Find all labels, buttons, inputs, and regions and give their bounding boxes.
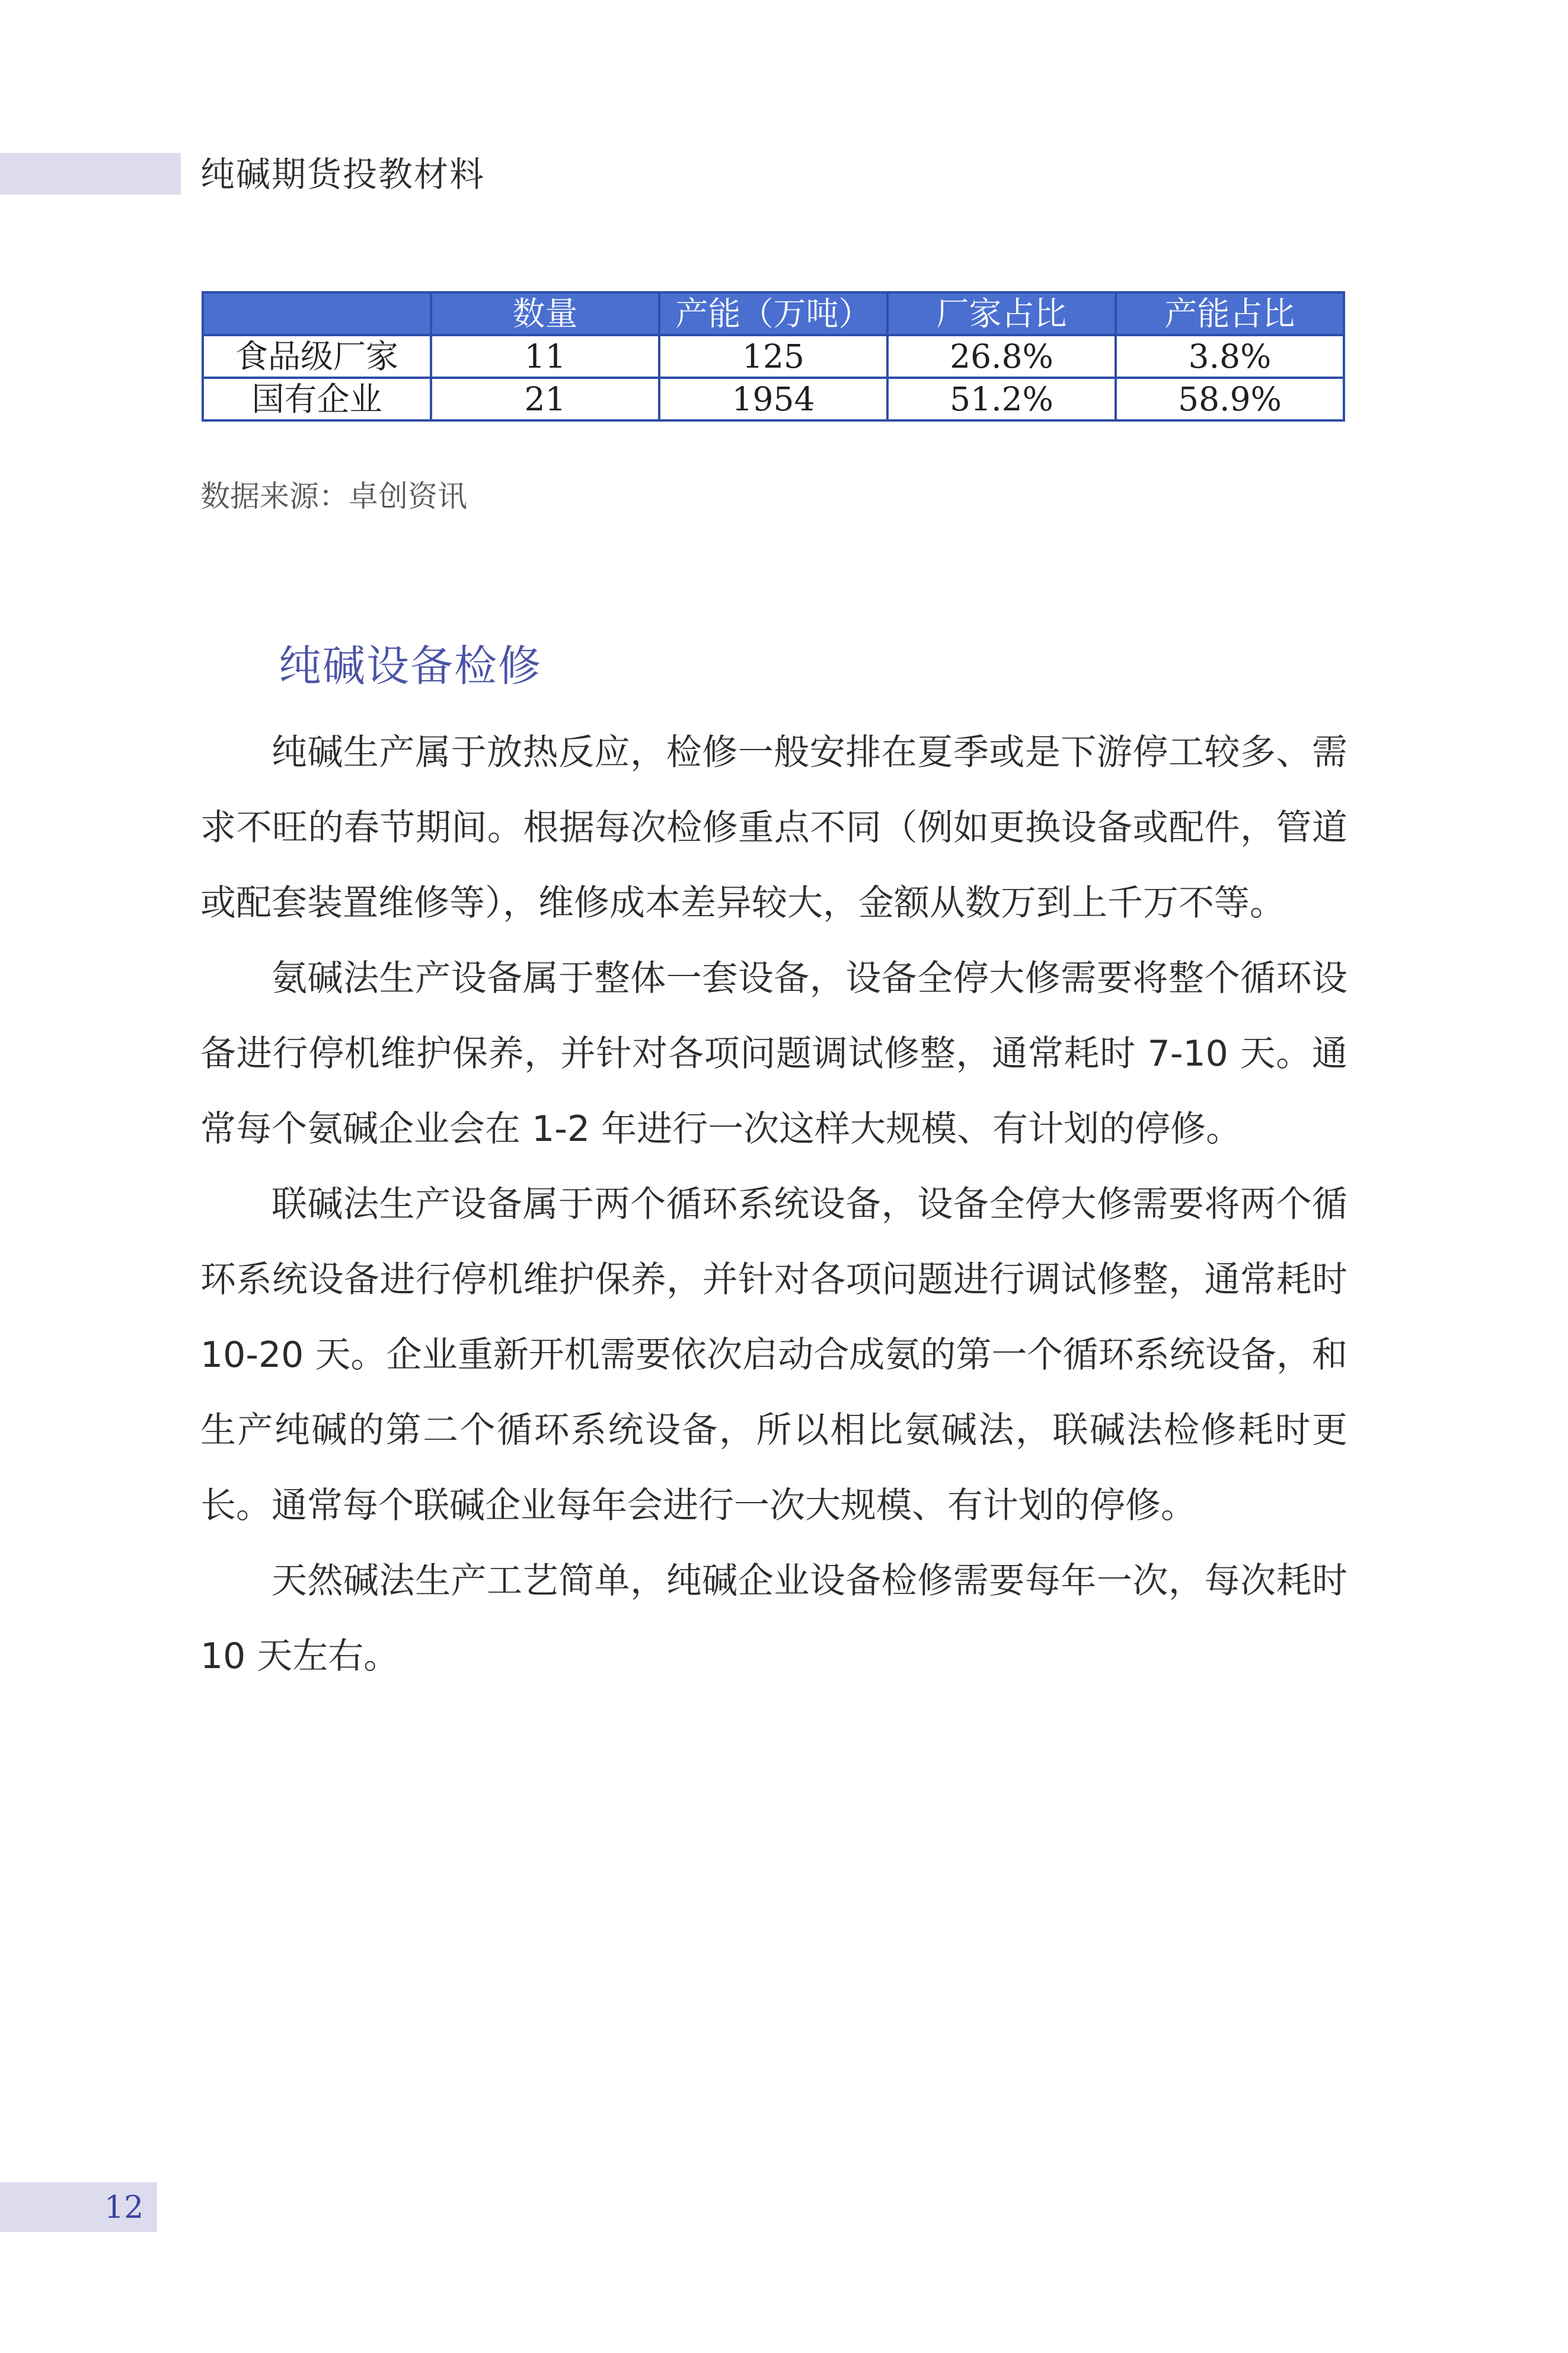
- table-row: [203, 378, 1344, 420]
- table-cell: 58.9%: [1116, 378, 1344, 420]
- paragraph: 氨碱法生产设备属于整体一套设备，设备全停大修需要将整个循环设备进行停机维护保养，并针对各项问题调试修整，通常耗时 7-10 天。通常每个氨碱企业会在 1-2 年进行一次这样大规模、有计划的停修。: [200, 958, 1347, 1150]
- paragraph: 联碱法生产设备属于两个循环系统设备，设备全停大修需要将两个循环系统设备进行停机维护保养，并针对各项问题进行调试修整，通常耗时 10-20 天。企业重新开机需要依次启动合成氨的第一个循环系统设备，和生产纯碱的第二个循环系统设备，所以相比氨碱法，联碱法检修耗时更长。通常每个联碱企业每年会进行一次大规模、有计划的停修。: [200, 1184, 1347, 1526]
- header-accent-bar: [0, 153, 181, 195]
- section-heading: 纯碱设备检修: [279, 641, 542, 691]
- table-header-row: [203, 292, 1344, 335]
- table-header-cell: 数量: [431, 292, 659, 335]
- table-header-cell: [203, 292, 431, 335]
- page-number: 12: [104, 2190, 144, 2226]
- table-header-cell: 产能占比: [1116, 292, 1344, 335]
- paragraph: 纯碱生产属于放热反应，检修一般安排在夏季或是下游停工较多、需求不旺的春节期间。根据每次检修重点不同（例如更换设备或配件，管道或配套装置维修等），维修成本差异较大，金额从数万到上千万不等。: [200, 732, 1347, 924]
- data-source-note: 数据来源：卓创资讯: [200, 479, 467, 514]
- table-cell: 3.8%: [1116, 335, 1344, 378]
- paragraph: 天然碱法生产工艺简单，纯碱企业设备检修需要每年一次，每次耗时 10 天左右。: [200, 1560, 1347, 1677]
- table-cell: 国有企业: [203, 378, 431, 420]
- table-cell: 51.2%: [887, 378, 1116, 420]
- table-cell: 11: [431, 335, 659, 378]
- table-cell: 食品级厂家: [203, 335, 431, 378]
- document-title: 纯碱期货投教材料: [200, 154, 486, 195]
- section-body: [200, 715, 1347, 1694]
- table-header-cell: 产能（万吨）: [659, 292, 887, 335]
- table-header-cell: 厂家占比: [887, 292, 1116, 335]
- table-cell: 1954: [659, 378, 887, 420]
- table-cell: 21: [431, 378, 659, 420]
- table-cell: 26.8%: [887, 335, 1116, 378]
- table-row: [203, 335, 1344, 378]
- capacity-table: [202, 291, 1345, 422]
- table-cell: 125: [659, 335, 887, 378]
